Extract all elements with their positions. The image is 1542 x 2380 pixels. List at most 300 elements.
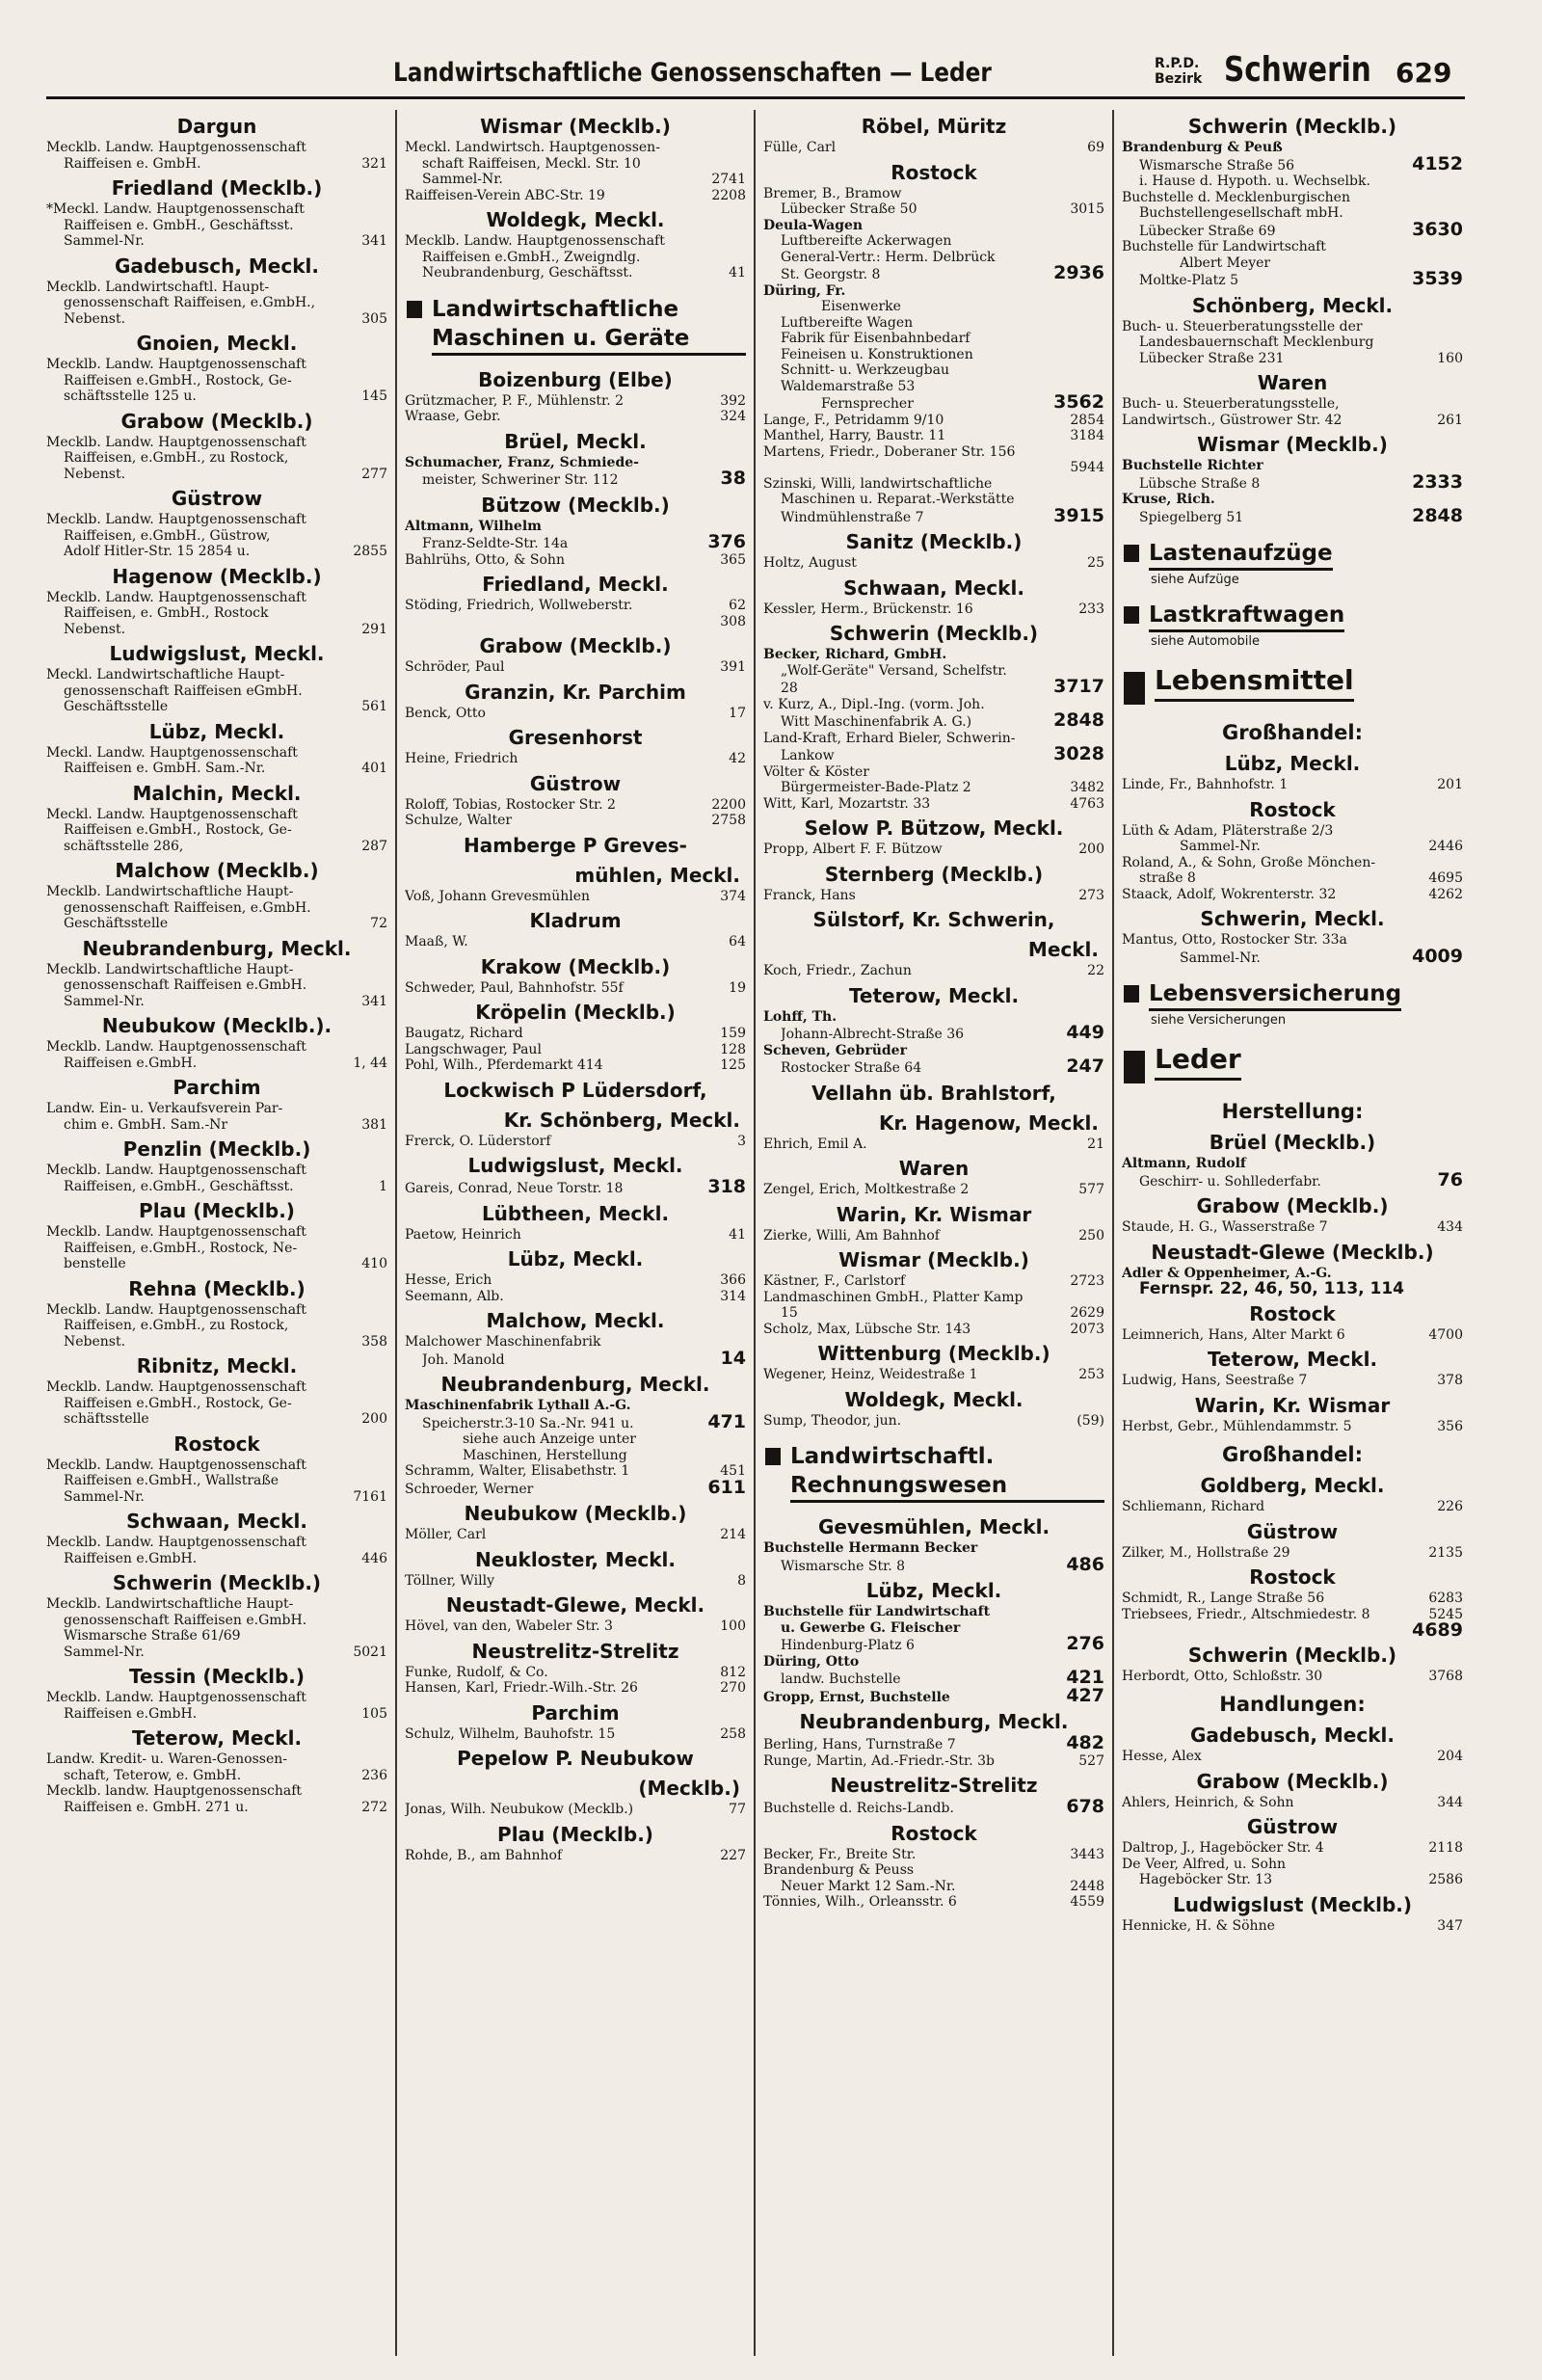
column-3: [763, 110, 1104, 2356]
phone-number: 577: [1078, 1182, 1104, 1197]
directory-entry: [1122, 1545, 1463, 1562]
entry-text: Sammel-Nr.: [64, 233, 145, 249]
column-rule: [754, 110, 756, 2356]
rpd-label: [1155, 56, 1210, 87]
directory-entry: [46, 683, 387, 700]
entry-text: Waldemarstraße 53: [781, 378, 916, 394]
entry-text: Schweder, Paul, Bahnhofstr. 55f: [405, 979, 624, 996]
phone-number: 69: [1087, 140, 1104, 155]
phone-number: 41: [729, 1226, 746, 1243]
entry-text: Rostocker Straße 64: [781, 1060, 922, 1076]
entry-text: Landesbauernschaft Mecklenburg: [1139, 334, 1374, 350]
entry-text: General-Vertr.: Herm. Delbrück: [781, 249, 996, 265]
entry-text: Maschinen, Herstellung: [463, 1447, 627, 1463]
column-rule: [395, 110, 397, 2356]
directory-entry: [1122, 855, 1463, 871]
directory-entry: [405, 1042, 746, 1058]
entry-text: Mecklb. Landw. Hauptgenossenschaft: [46, 1039, 306, 1055]
entry-text: Heine, Friedrich: [405, 751, 518, 766]
directory-entry: [763, 1620, 1104, 1637]
entry-text: Buch- u. Steuerberatungsstelle der: [1122, 318, 1363, 334]
category-marker: [1124, 672, 1145, 705]
directory-entry: [405, 188, 746, 204]
phone-number: 41: [729, 265, 746, 281]
entry-text: Roloff, Tobias, Rostocker Str. 2: [405, 796, 616, 813]
entry-text: Maaß, W.: [405, 934, 468, 949]
directory-entry: [763, 663, 1104, 680]
directory-entry: [46, 916, 387, 932]
phone-number: 4009: [1412, 948, 1463, 966]
directory-entry: [1122, 949, 1463, 967]
directory-entry: [763, 492, 1104, 508]
directory-entry: [46, 467, 387, 483]
directory-entry: [46, 156, 387, 173]
entry-text: schäftsstelle: [64, 1411, 149, 1427]
directory-entry: [763, 1043, 1104, 1059]
directory-entry: [46, 994, 387, 1010]
phone-number: 4700: [1428, 1326, 1463, 1343]
entry-text: Raiffeisen e. GmbH., Geschäftsst.: [64, 217, 294, 233]
place-heading: Schönberg, Meckl.: [1191, 293, 1394, 317]
directory-entry: [763, 1009, 1104, 1026]
place-heading: Gevesmühlen, Meckl.: [817, 1515, 1050, 1538]
phone-number: 145: [361, 388, 387, 404]
entry-text: 15: [781, 1305, 798, 1321]
entry-text: Brandenburg & Peuss: [763, 1862, 915, 1878]
entry-text: landw. Buchstelle: [781, 1671, 901, 1687]
directory-entry: [405, 1431, 746, 1448]
phone-number: 128: [720, 1041, 746, 1057]
phone-number: 2118: [1428, 1840, 1463, 1856]
directory-entry: [763, 1305, 1104, 1322]
directory-entry: [46, 1163, 387, 1179]
directory-entry: [763, 1894, 1104, 1911]
entry-text: Hindenburg-Platz 6: [781, 1638, 915, 1653]
entry-text: Raiffeisen e.GmbH., Rostock, Ge-: [64, 822, 292, 838]
place-heading: Vellahn üb. Brahlstorf,: [811, 1081, 1056, 1105]
directory-entry: [763, 1735, 1104, 1753]
entry-text: Landwirtsch., Güstrower Str. 42: [1122, 412, 1343, 428]
entry-text: Landw. Kredit- u. Waren-Genossen-: [46, 1752, 288, 1767]
directory-entry: [405, 1480, 746, 1498]
entry-text: Staack, Adolf, Wokrenterstr. 32: [1122, 886, 1337, 902]
directory-entry: [46, 900, 387, 917]
phone-number: 446: [361, 1550, 387, 1566]
phone-number: 3768: [1428, 1668, 1463, 1684]
directory-entry: [763, 679, 1104, 697]
directory-entry: [1122, 1749, 1463, 1765]
place-heading: Ribnitz, Meckl.: [136, 1354, 298, 1377]
entry-text: Daltrop, J., Hageböcker Str. 4: [1122, 1840, 1324, 1856]
entry-text: Hansen, Karl, Friedr.-Wilh.-Str. 26: [405, 1680, 638, 1696]
place-heading: Güstrow: [529, 771, 622, 795]
phone-number: 2208: [711, 187, 746, 203]
phone-number: 4763: [1070, 795, 1104, 812]
phone-number: 421: [1066, 1670, 1104, 1688]
phone-number: 2723: [1070, 1273, 1104, 1289]
phone-number: 4262: [1428, 886, 1463, 902]
place-heading: Parchim: [173, 1076, 261, 1099]
phone-number: 482: [1066, 1735, 1104, 1753]
place-heading: Friedland, Meckl.: [482, 573, 669, 596]
entry-text: Buchstelle d. Mecklenburgischen: [1122, 189, 1350, 205]
page-number: 629: [1396, 57, 1452, 89]
place-heading: Tessin (Mecklb.): [128, 1665, 306, 1688]
phone-number: 3630: [1412, 221, 1463, 239]
entry-text: Ahlers, Heinrich, & Sohn: [1122, 1794, 1294, 1810]
directory-entry: [405, 1289, 746, 1305]
entry-text: siehe auch Anzeige unter: [463, 1431, 636, 1447]
entry-text: Sump, Theodor, jun.: [763, 1412, 902, 1429]
directory-entry: [46, 745, 387, 762]
entry-text: Scheven, Gebrüder: [763, 1042, 907, 1058]
phone-number: 247: [1066, 1058, 1104, 1077]
directory-entry: [763, 362, 1104, 379]
place-heading: Woldegk, Meckl.: [844, 1387, 1024, 1411]
entry-text: De Veer, Alfred, u. Sohn: [1122, 1856, 1286, 1872]
entry-text: Speicherstr.3-10 Sa.-Nr. 941 u.: [422, 1415, 634, 1431]
phone-number: 253: [1078, 1367, 1104, 1382]
place-heading: Güstrow: [1246, 1815, 1339, 1838]
entry-text: Langschwager, Paul: [405, 1041, 542, 1057]
phone-number: 200: [1078, 842, 1104, 857]
directory-entry: [46, 1768, 387, 1784]
phone-number: 204: [1437, 1749, 1463, 1764]
directory-entry: [1122, 1156, 1463, 1172]
category-marker: [1124, 545, 1139, 562]
entry-text: Buchstelle für Landwirtschaft: [1122, 239, 1326, 254]
directory-entry: [1122, 839, 1463, 855]
phone-number: 3717: [1053, 679, 1104, 697]
directory-entry: [763, 315, 1104, 332]
entry-text: Maschinenfabrik Lythall A.-G.: [405, 1398, 631, 1413]
entry-text: Land-Kraft, Erhard Bieler, Schwerin-: [763, 730, 1016, 746]
entry-text: Buchstelle Hermann Becker: [763, 1540, 978, 1556]
phone-number: 3: [737, 1133, 746, 1149]
entry-text: v. Kurz, A., Dipl.-Ing. (vorm. Joh.: [763, 696, 985, 712]
entry-text: Funke, Rudolf, & Co.: [405, 1664, 548, 1680]
entry-text: u. Gewerbe G. Fleischer: [781, 1619, 961, 1636]
directory-entry: [763, 1367, 1104, 1383]
place-heading: Neustadt-Glewe, Meckl.: [445, 1593, 705, 1617]
entry-text: Lankow: [781, 748, 835, 763]
directory-entry: [405, 172, 746, 188]
entry-text: Kessler, Herm., Brückenstr. 16: [763, 601, 973, 617]
directory-entry: [763, 796, 1104, 813]
phone-number: 4695: [1428, 870, 1463, 886]
place-heading: Neustadt-Glewe (Mecklb.): [1151, 1240, 1434, 1264]
running-title: Landwirtschaftliche Genossenschaften — Leder: [393, 58, 992, 88]
entry-text: Nebenst.: [64, 1333, 126, 1350]
entry-text: Lübecker Straße 69: [1139, 223, 1276, 239]
phone-number: 14: [720, 1350, 746, 1368]
directory-entry: [763, 780, 1104, 796]
entry-text: Kästner, F., Carlstorf: [763, 1273, 906, 1289]
directory-entry: [46, 218, 387, 234]
phone-number: 318: [707, 1179, 746, 1197]
entry-text: Paetow, Heinrich: [405, 1226, 521, 1243]
entry-text: Rohde, B., am Bahnhof: [405, 1847, 563, 1863]
subsection-heading: Herstellung:: [1221, 1100, 1364, 1123]
directory-entry: [46, 201, 387, 218]
entry-text: Albert Meyer: [1180, 254, 1271, 271]
directory-entry: [405, 706, 746, 722]
directory-entry: [405, 409, 746, 425]
phone-number: 410: [361, 1256, 387, 1271]
entry-text: Altmann, Rudolf: [1122, 1156, 1246, 1171]
category-marker: [407, 301, 422, 318]
phone-number: 2446: [1428, 839, 1463, 854]
phone-number: 561: [361, 699, 387, 714]
cross-reference: siehe Versicherungen: [1151, 1013, 1287, 1028]
directory-entry: [1122, 1373, 1463, 1389]
phone-number: 358: [361, 1333, 387, 1350]
phone-number: 287: [361, 838, 387, 854]
entry-text: Joh. Manold: [422, 1351, 505, 1368]
directory-entry: [1122, 823, 1463, 840]
phone-number: 4559: [1070, 1894, 1104, 1910]
entry-text: Sammel-Nr.: [64, 993, 145, 1009]
place-heading: Brüel (Mecklb.): [1209, 1131, 1376, 1154]
directory-entry: [763, 347, 1104, 363]
entry-text: Hageböcker Str. 13: [1139, 1872, 1273, 1887]
directory-entry: [46, 1411, 387, 1428]
directory-entry: [46, 1783, 387, 1800]
phone-number: 21: [1087, 1136, 1104, 1152]
phone-number: 17: [729, 705, 746, 721]
entry-text: chim e. GmbH. Sam.-Nr: [64, 1116, 228, 1133]
directory-entry: [405, 470, 746, 489]
entry-text: Triebsees, Friedr., Altschmiedestr. 8: [1122, 1606, 1370, 1622]
place-heading: Gresenhorst: [508, 726, 643, 749]
entry-text: Holtz, August: [763, 555, 857, 571]
place-heading: Lockwisch P Lüdersdorf,: [443, 1078, 707, 1102]
entry-text: Luftbereifte Wagen: [781, 314, 914, 331]
entry-text: Hövel, van den, Wabeler Str. 3: [405, 1618, 613, 1634]
directory-entry: [405, 797, 746, 814]
directory-entry: [405, 1350, 746, 1369]
entry-text: Voß, Johann Grevesmühlen: [405, 888, 591, 904]
entry-text: Maschinen u. Reparat.-Werkstätte: [781, 492, 1015, 507]
place-heading: Parchim: [531, 1700, 620, 1725]
entry-text: Mecklb. Landw. Hauptgenossenschaft: [46, 1301, 306, 1318]
directory-entry: [405, 751, 746, 767]
phone-number: 392: [720, 392, 746, 409]
directory-entry: [46, 839, 387, 855]
phone-number: 233: [1078, 601, 1104, 617]
phone-number: 250: [1078, 1227, 1104, 1243]
phone-number: 812: [720, 1664, 746, 1680]
phone-number: 344: [1437, 1794, 1463, 1810]
entry-text: Mecklb. Landw. Hauptgenossenschaft: [46, 1535, 306, 1550]
directory-entry: [46, 1752, 387, 1768]
entry-text: Pohl, Wilh., Pferdemarkt 414: [405, 1057, 603, 1073]
entry-text: schäftsstelle 125 u.: [64, 388, 197, 404]
directory-entry: [763, 697, 1104, 713]
directory-entry: [1122, 870, 1463, 887]
phone-number: 347: [1437, 1917, 1463, 1934]
place-heading: Waren: [1257, 371, 1328, 394]
phone-number: 324: [720, 409, 746, 424]
directory-entry: [763, 1290, 1104, 1306]
entry-text: Jonas, Wilh. Neubukow (Mecklb.): [405, 1802, 634, 1817]
directory-entry: [763, 1322, 1104, 1338]
entry-text: Schumacher, Franz, Schmiede-: [405, 454, 639, 470]
directory-entry: [405, 1227, 746, 1243]
phone-number: 4152: [1412, 155, 1463, 174]
entry-text: Luftbereifte Ackerwagen: [781, 233, 952, 249]
column-1: [46, 110, 387, 2356]
directory-entry: [405, 659, 746, 676]
directory-entry: [405, 519, 746, 535]
entry-text: genossenschaft Raiffeisen eGmbH.: [64, 682, 303, 699]
phone-number: 3915: [1053, 507, 1104, 525]
directory-entry: [405, 1414, 746, 1432]
entry-text: Mecklb. Landw. Hauptgenossenschaft: [46, 434, 306, 450]
entry-text: Schramm, Walter, Elisabethstr. 1: [405, 1463, 630, 1479]
entry-text: Ehrich, Emil A.: [763, 1136, 867, 1152]
directory-entry: [1122, 140, 1463, 156]
entry-text: Sammel-Nr.: [1180, 949, 1261, 966]
directory-entry: [46, 590, 387, 606]
directory-entry: [46, 807, 387, 823]
phone-number: 401: [361, 761, 387, 776]
directory-entry: [405, 1665, 746, 1681]
entry-text: Töllner, Willy: [405, 1572, 495, 1589]
directory-entry: [405, 1573, 746, 1590]
phone-number: 258: [720, 1725, 746, 1742]
phone-number: 2629: [1070, 1305, 1104, 1321]
place-heading: Teterow, Meckl.: [131, 1726, 303, 1750]
directory-entry: [405, 1398, 746, 1414]
directory-entry: [763, 1604, 1104, 1620]
directory-entry: [46, 1596, 387, 1613]
directory-entry: [1122, 351, 1463, 367]
phone-number: 25: [1087, 555, 1104, 571]
phone-number: 381: [361, 1116, 387, 1133]
entry-text: Mecklb. Landw. Hauptgenossenschaft: [46, 1224, 306, 1240]
directory-entry: [405, 156, 746, 173]
category-title: Lebensversicherung: [1149, 979, 1401, 1011]
entry-text: Becker, Richard, GmbH.: [763, 647, 947, 662]
phone-number: 366: [720, 1272, 746, 1288]
entry-text: Deula-Wagen: [763, 217, 864, 233]
directory-entry: [46, 311, 387, 328]
directory-entry: [46, 1256, 387, 1272]
directory-entry: [405, 1463, 746, 1480]
entry-text: Mecklb. Landw. Hauptgenossenschaft: [46, 589, 306, 605]
directory-entry: [46, 140, 387, 156]
directory-entry: [1122, 777, 1463, 793]
place-heading: Ludwigslust (Mecklb.): [1172, 1892, 1413, 1916]
place-heading: Schwaan, Meckl.: [126, 1510, 307, 1533]
entry-text: Zengel, Erich, Moltkestraße 2: [763, 1182, 970, 1197]
directory-entry: [1122, 492, 1463, 508]
place-heading: Kladrum: [529, 909, 622, 932]
entry-text: Mecklb. Landw. Hauptgenossenschaft: [46, 140, 306, 155]
place-heading: Warin, Kr. Wismar: [836, 1202, 1032, 1226]
entry-text: Nebenst.: [64, 621, 126, 637]
phone-number: 2200: [711, 796, 746, 813]
phone-number: 270: [720, 1680, 746, 1696]
directory-entry: [1122, 156, 1463, 174]
entry-text: meister, Schweriner Str. 112: [422, 472, 619, 488]
column-rule: [1112, 110, 1114, 2356]
bezirk-label: Bezirk: [1155, 71, 1203, 87]
entry-text: Frerck, O. Lüderstorf: [405, 1133, 551, 1149]
phone-number: 2135: [1428, 1544, 1463, 1561]
directory-entry: [46, 450, 387, 467]
entry-text: Fernspr. 22, 46, 50, 113, 114: [1139, 1281, 1405, 1297]
category-marker: [1124, 606, 1139, 624]
directory-entry: [763, 1025, 1104, 1043]
phone-number: 2073: [1070, 1321, 1104, 1337]
directory-entry: [1122, 1172, 1463, 1190]
directory-entry: [763, 1879, 1104, 1895]
directory-entry: [763, 1137, 1104, 1153]
place-heading: Kr. Hagenow, Meckl.: [879, 1110, 1099, 1135]
place-heading: Teterow, Meckl.: [848, 983, 1020, 1007]
directory-entry: [1122, 474, 1463, 493]
place-heading: Grabow (Mecklb.): [1196, 1769, 1389, 1793]
entry-text: Bürgermeister-Bade-Platz 2: [781, 780, 971, 795]
entry-text: Bremer, B., Bramow: [763, 185, 902, 201]
directory-entry: [763, 1636, 1104, 1654]
directory-entry: [46, 1224, 387, 1241]
entry-text: Hennicke, H. & Söhne: [1122, 1917, 1275, 1934]
entry-text: Grützmacher, P. F., Mühlenstr. 2: [405, 392, 625, 409]
directory-entry: [46, 357, 387, 373]
directory-entry: [763, 186, 1104, 202]
phone-number: 5021: [353, 1644, 387, 1660]
directory-entry: [405, 980, 746, 997]
directory-entry: [405, 1527, 746, 1543]
entry-text: Scholz, Max, Lübsche Str. 143: [763, 1321, 971, 1337]
directory-entry: [405, 140, 746, 156]
directory-entry: [763, 731, 1104, 747]
directory-entry: [46, 1706, 387, 1723]
directory-columns: [46, 110, 1465, 2356]
place-heading: Neubrandenburg, Meckl.: [440, 1373, 710, 1396]
entry-text: Schulze, Walter: [405, 813, 513, 828]
entry-text: Feineisen u. Konstruktionen: [781, 346, 973, 362]
phone-number: 2848: [1412, 507, 1463, 525]
place-heading: Ludwigslust, Meckl.: [109, 642, 325, 665]
phone-number: 105: [361, 1705, 387, 1722]
phone-number: 227: [720, 1847, 746, 1863]
place-heading: mühlen, Meckl.: [574, 863, 740, 887]
directory-entry: [1122, 1607, 1463, 1623]
place-heading: Schwerin (Mecklb.): [1187, 115, 1397, 138]
directory-entry: [1122, 239, 1463, 255]
phone-number: 365: [720, 551, 746, 568]
category-marker: [1124, 1051, 1145, 1083]
directory-entry: [763, 1182, 1104, 1198]
place-heading: Schwerin, Meckl.: [1200, 907, 1385, 930]
directory-entry: [405, 1272, 746, 1289]
entry-text: Raiffeisen-Verein ABC-Str. 19: [405, 187, 605, 203]
category-title: Lebensmittel: [1155, 662, 1354, 702]
entry-text: Raiffeisen e.GmbH.: [64, 1705, 198, 1722]
entry-text: Malchower Maschinenfabrik: [405, 1334, 601, 1350]
entry-text: Fülle, Carl: [763, 140, 837, 155]
entry-text: Zilker, M., Hollstraße 29: [1122, 1544, 1290, 1561]
directory-entry: [46, 233, 387, 250]
entry-text: Staude, H. G., Wasserstraße 7: [1122, 1219, 1328, 1235]
category-title: Landwirtschaftl. Rechnungswesen: [790, 1442, 1104, 1503]
directory-entry: [1122, 174, 1463, 190]
phone-number: 376: [707, 534, 746, 552]
